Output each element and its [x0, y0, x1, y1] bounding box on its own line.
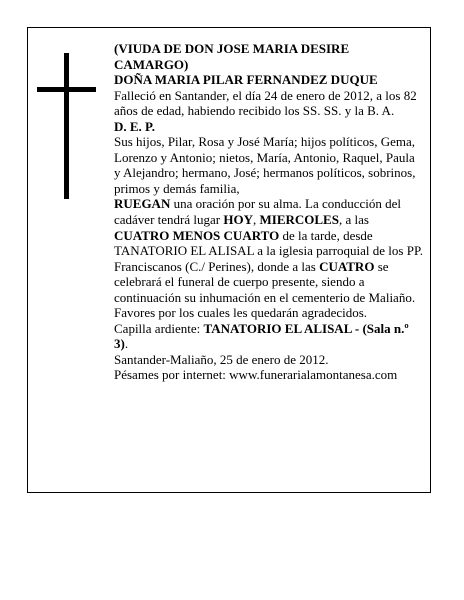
family-list: Sus hijos, Pilar, Rosa y José María; hijos políticos, Gema, Lorenzo y Antonio; nietos, María, Antonio, Raquel, Paula y Alejandro; hermano, José; hermanos políticos, sobrinos, primos y demás familia, — [114, 134, 416, 196]
mass-time: CUATRO — [319, 258, 375, 274]
ruegan-word: RUEGAN — [114, 196, 171, 212]
a-las-text: , a las — [338, 212, 369, 228]
mass-text: se celebrará el funeral de cuerpo presente, siendo a continuación su inhumación en el cementerio de Maliaño. Favores por los cuales les quedarán agradecidos. — [114, 258, 416, 321]
cross-vertical-bar — [64, 53, 69, 199]
capilla-line — [114, 321, 424, 352]
funeral-details — [114, 196, 424, 320]
pesames-line: Pésames por internet: www.funerarialamontanesa.com — [114, 367, 398, 383]
dep-line: D. E. P. — [114, 118, 156, 134]
cross-horizontal-bar — [37, 87, 96, 92]
comma-text: , — [252, 212, 260, 228]
departure-time: CUATRO MENOS CUARTO — [114, 227, 280, 243]
obituary-text — [114, 41, 424, 383]
date-place-line: Santander-Maliaño, 25 de enero de 2012. — [114, 351, 329, 367]
capilla-end: . — [124, 336, 129, 352]
ruegan-text: una oración por su alma. La conducción del cadáver tendrá lugar — [114, 196, 402, 228]
deceased-name: DOÑA MARIA PILAR FERNANDEZ DUQUE — [114, 72, 378, 88]
capilla-value: TANATORIO EL ALISAL - (Sala n.º 3) — [114, 320, 409, 352]
weekday-word: MIERCOLES — [259, 212, 339, 228]
hoy-word: HOY — [223, 212, 253, 228]
widow-line: (VIUDA DE DON JOSE MARIA DESIRE CAMARGO) — [114, 41, 350, 72]
route-text: de la tarde, desde TANATORIO EL ALISAL a la iglesia parroquial de los PP. Franciscanos (C./ Perines), donde a las — [114, 227, 423, 274]
death-details: Falleció en Santander, el día 24 de enero de 2012, a los 82 años de edad, habiendo recibido los SS. SS. y la B. A. — [114, 87, 417, 119]
capilla-label: Capilla ardiente: — [114, 320, 204, 336]
